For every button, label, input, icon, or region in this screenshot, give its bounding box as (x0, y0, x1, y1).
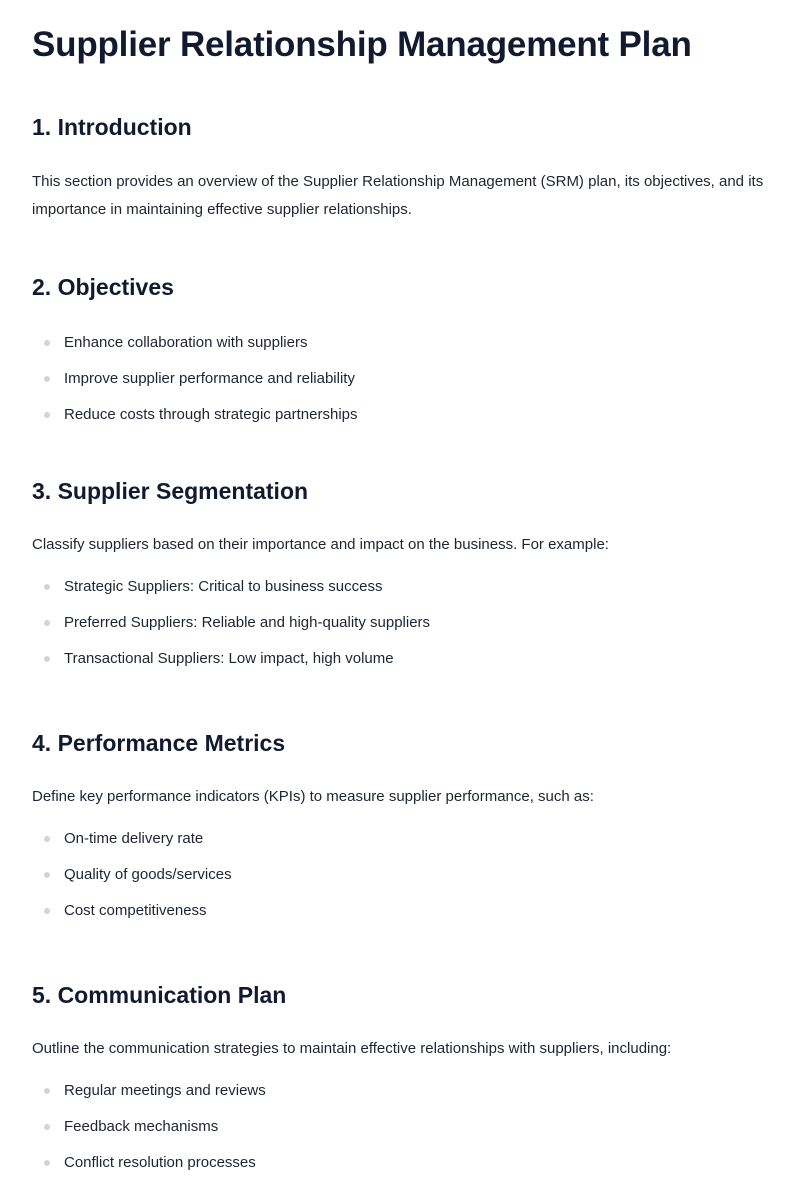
list-item (32, 397, 768, 433)
list-item-text: Enhance collaboration with suppliers (64, 334, 308, 351)
list-item (32, 361, 768, 397)
bullet-icon (44, 872, 50, 878)
list-item (32, 569, 768, 605)
section-heading: 4. Performance Metrics (32, 730, 286, 756)
bullet-icon (44, 1160, 50, 1166)
bullet-list (32, 569, 768, 677)
list-item-text: Regular meetings and reviews (64, 1082, 266, 1099)
document-title: Supplier Relationship Management Plan (32, 25, 692, 64)
section-objectives (32, 272, 768, 433)
list-item (32, 1073, 768, 1109)
list-item (32, 605, 768, 641)
list-item (32, 893, 768, 929)
bullet-icon (44, 376, 50, 382)
list-item-text: Improve supplier performance and reliability (64, 370, 355, 387)
list-item-text: Reduce costs through strategic partnerships (64, 406, 358, 423)
bullet-icon (44, 412, 50, 418)
section-communication-plan (32, 980, 768, 1181)
section-paragraph: Classify suppliers based on their importance and impact on the business. For example: (32, 536, 609, 553)
section-heading: 2. Objectives (32, 274, 174, 300)
section-paragraph: This section provides an overview of the Supplier Relationship Management (SRM) plan, its objectives, and its importance in maintaining effective supplier relationships. (32, 173, 764, 218)
list-item-text: Feedback mechanisms (64, 1118, 219, 1135)
section-supplier-segmentation (32, 476, 768, 677)
list-item-text: Strategic Suppliers: Critical to business success (64, 578, 383, 595)
list-item (32, 821, 768, 857)
list-item-text: Quality of goods/services (64, 866, 232, 883)
list-item (32, 857, 768, 893)
section-heading: 1. Introduction (32, 114, 192, 140)
section-heading: 5. Communication Plan (32, 982, 287, 1008)
bullet-icon (44, 1088, 50, 1094)
section-performance-metrics (32, 728, 768, 929)
section-heading: 3. Supplier Segmentation (32, 478, 309, 504)
list-item-text: Transactional Suppliers: Low impact, high volume (64, 650, 394, 667)
bullet-icon (44, 836, 50, 842)
section-introduction (32, 112, 768, 224)
list-item-text: Conflict resolution processes (64, 1154, 256, 1171)
list-item (32, 641, 768, 677)
bullet-icon (44, 340, 50, 346)
bullet-list (32, 325, 768, 433)
bullet-icon (44, 620, 50, 626)
list-item (32, 325, 768, 361)
section-paragraph: Define key performance indicators (KPIs) to measure supplier performance, such as: (32, 788, 594, 805)
list-item (32, 1145, 768, 1181)
bullet-icon (44, 908, 50, 914)
list-item-text: On-time delivery rate (64, 830, 204, 847)
bullet-icon (44, 584, 50, 590)
bullet-icon (44, 656, 50, 662)
section-paragraph: Outline the communication strategies to maintain effective relationships with suppliers, including: (32, 1040, 672, 1057)
bullet-icon (44, 1124, 50, 1130)
list-item-text: Cost competitiveness (64, 902, 207, 919)
bullet-list (32, 1073, 768, 1181)
list-item (32, 1109, 768, 1145)
list-item-text: Preferred Suppliers: Reliable and high-quality suppliers (64, 614, 431, 631)
bullet-list (32, 821, 768, 929)
